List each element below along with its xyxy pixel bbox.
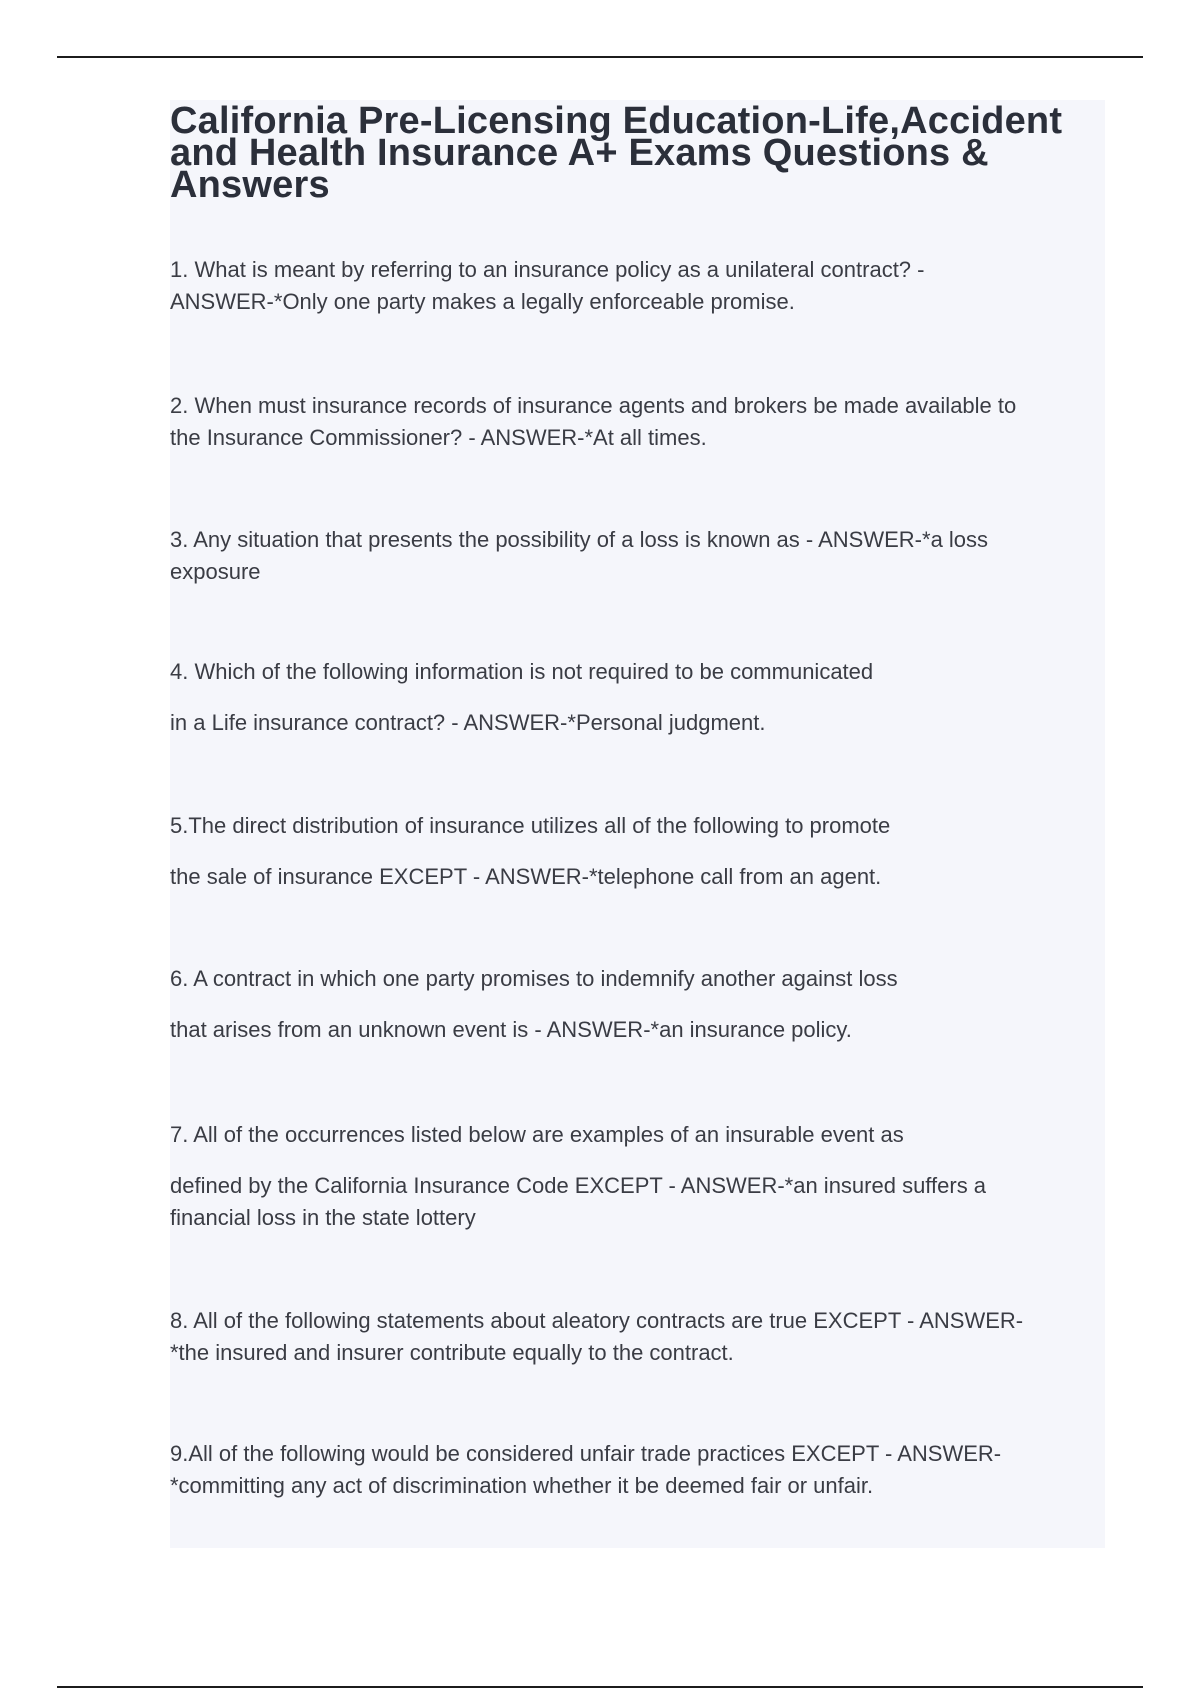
answer-text: *the insured and insurer contribute equally to the contract. (170, 1340, 734, 1365)
question-text: 9.All of the following would be considered unfair trade practices EXCEPT - ANSWER- (170, 1441, 1002, 1466)
top-rule (57, 56, 1143, 58)
question-text: 3. Any situation that presents the possibility of a loss is known as - ANSWER-*a loss (170, 527, 989, 552)
answer-text: in a Life insurance contract? - ANSWER-*Personal judgment. (170, 710, 766, 735)
question-text: 2. When must insurance records of insurance agents and brokers be made available to (170, 393, 1017, 418)
question-text: 4. Which of the following information is not required to be communicated (170, 659, 874, 684)
bottom-rule (57, 1686, 1143, 1688)
answer-text: the sale of insurance EXCEPT - ANSWER-*telephone call from an agent. (170, 864, 882, 889)
question-text: 5.The direct distribution of insurance utilizes all of the following to promote (170, 813, 891, 838)
answer-text: the Insurance Commissioner? - ANSWER-*At all times. (170, 425, 707, 450)
qa-item-1 (170, 254, 1105, 318)
answer-text: that arises from an unknown event is - ANSWER-*an insurance policy. (170, 1017, 852, 1042)
qa-item-8 (170, 1305, 1105, 1369)
answer-text: ANSWER-*Only one party makes a legally enforceable promise. (170, 289, 795, 314)
qa-item-6 (170, 963, 1105, 1046)
qa-item-3 (170, 524, 1105, 588)
answer-text-continued: financial loss in the state lottery (170, 1205, 476, 1230)
document-title: California Pre-Licensing Education-Life,Accident and Health Insurance A+ Exams Questions & Answers (170, 100, 1063, 206)
qa-item-9 (170, 1438, 1105, 1502)
qa-item-4 (170, 656, 1105, 739)
question-text: 7. All of the occurrences listed below are examples of an insurable event as (170, 1122, 904, 1147)
answer-text: exposure (170, 559, 261, 584)
qa-item-2 (170, 390, 1105, 454)
question-text: 6. A contract in which one party promises to indemnify another against loss (170, 966, 898, 991)
question-text: 8. All of the following statements about aleatory contracts are true EXCEPT - ANSWER- (170, 1308, 1024, 1333)
answer-text: defined by the California Insurance Code EXCEPT - ANSWER-*an insured suffers a (170, 1173, 987, 1198)
qa-item-5 (170, 810, 1105, 893)
question-text: 1. What is meant by referring to an insurance policy as a unilateral contract? - (170, 257, 925, 282)
answer-text: *committing any act of discrimination whether it be deemed fair or unfair. (170, 1473, 874, 1498)
qa-item-7 (170, 1119, 1105, 1234)
